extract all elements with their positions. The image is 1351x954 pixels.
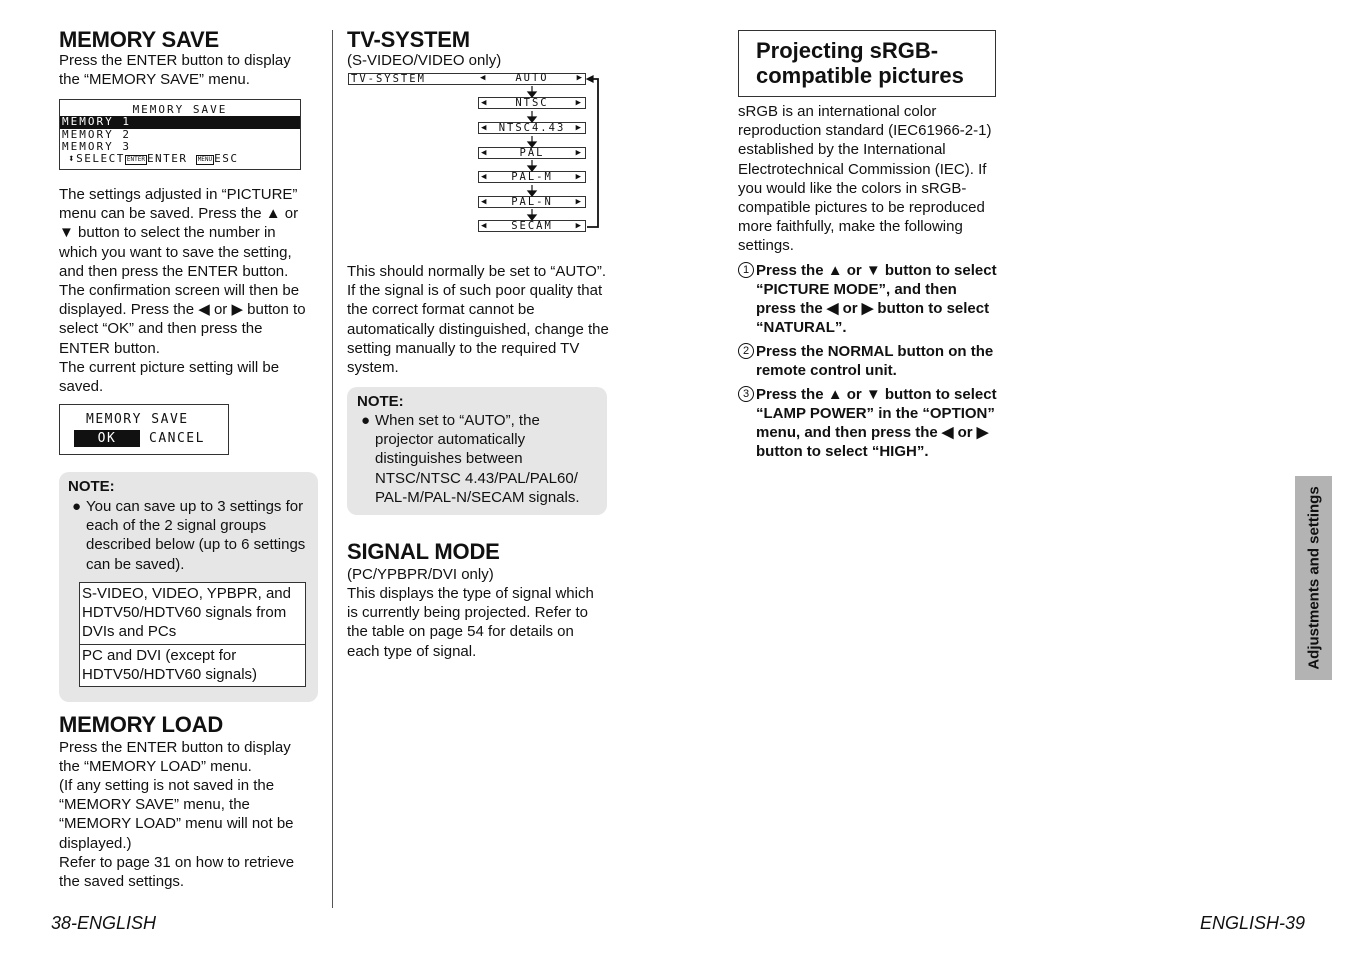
bullet-icon: ● [72,498,82,515]
osd-menu-item: MEMORY 2 [62,127,131,141]
tv-system-diagram [347,73,609,235]
tv-system-heading: TV-SYSTEM [347,27,470,52]
memory-load-heading: MEMORY LOAD [59,712,224,737]
srgb-heading-line-1: Projecting sRGB- [756,38,939,63]
tvs-option-label: NTSC4.43 [498,122,566,134]
osd-menu-footer [60,153,300,165]
signal-mode-heading: SIGNAL MODE [347,539,500,564]
right-arrow-icon: ▶ [576,73,584,83]
page-number-left-word: ENGLISH [77,913,157,933]
page-number-right-word: ENGLISH [1200,913,1280,933]
flow-loop-arrowhead [587,76,593,82]
flow-arrowhead [528,117,536,122]
left-arrow-icon: ◀ [481,221,489,231]
tvs-option-label: PAL-M [511,171,553,183]
right-arrow-icon: ▶ [575,148,583,158]
section-side-tab-label: Adjustments and settings [1305,486,1322,670]
memory-save-intro: Press the ENTER button to display the “MEMORY SAVE” menu. [59,52,291,89]
step-number-badge: 1 [738,262,754,278]
menu-key-icon: MENU [197,156,213,164]
left-arrow-icon: ◀ [481,123,489,133]
flow-arrowhead [528,166,536,171]
memory-save-osd-menu [59,99,301,170]
flow-arrowhead [528,92,536,97]
step-text: Press the NORMAL button on the remote control unit. [756,343,994,379]
tvs-option-label: NTSC [515,97,549,109]
memory-save-osd-confirm [59,404,229,455]
srgb-step-2 [738,342,1000,380]
tvs-option-label: PAL-N [511,196,553,208]
signal-group-table [79,582,306,687]
right-arrow-icon: ▶ [575,98,583,108]
step-text: Press the ▲ or ▼ button to select “PICTURE MODE”, and then press the ◀ or ▶ button to select “NATURAL”. [756,262,997,336]
enter-key-icon: ENTER [126,156,145,164]
page-number-left-num: 38- [51,913,78,933]
tv-system-subtitle: (S-VIDEO/VIDEO only) [347,52,502,69]
memory-save-body-1: The settings adjusted in “PICTURE” menu can be saved. Press the ▲ or ▼ button to select the number in which you want to save the setting, and then press the ENTER button. [59,186,299,280]
signal-group-1: S-VIDEO, VIDEO, YPBPR, and HDTV50/HDTV60 signals from DVIs and PCs [82,585,291,641]
left-arrow-icon: ◀ [481,98,489,108]
memory-load-body-1: Press the ENTER button to display the “MEMORY LOAD” menu. [59,739,291,776]
tvs-option-label: SECAM [511,220,553,232]
step-text: Press the ▲ or ▼ button to select “LAMP POWER” in the “OPTION” menu, and then press the ◀ or ▶ button to select “HIGH”. [756,386,997,460]
signal-mode-subtitle: (PC/YPBPR/DVI only) [347,566,494,583]
osd-confirm-ok: OK [74,430,140,447]
tvs-option-label: AUTO [515,72,549,84]
osd-menu-item: MEMORY 1 [60,116,300,128]
column-divider [332,30,333,908]
step-number-badge: 2 [738,343,754,359]
memory-save-note [59,472,318,702]
memory-load-body-2: (If any setting is not saved in the “MEMORY SAVE” menu, the “MEMORY LOAD” menu will not be displayed.) [59,777,294,852]
memory-load-body-3: Refer to page 31 on how to retrieve the saved settings. [59,854,295,891]
step-number-badge: 3 [738,386,754,402]
page-number-right [1200,913,1305,934]
note-item-text: You can save up to 3 settings for each of the 2 signal groups described below (up to 6 settings can be saved). [86,498,306,573]
note-item [357,411,602,507]
note-item-text: When set to “AUTO”, the projector automatically distinguishes between NTSC/NTSC 4.43/PAL/PAL60/ PAL-M/PAL-N/SECAM signals. [375,412,580,506]
right-arrow-icon: ▶ [575,123,583,133]
flow-arrowhead [528,191,536,196]
note-title: NOTE: [68,478,115,495]
osd-confirm-title: MEMORY SAVE [86,412,189,427]
osd-footer-enter: ENTER [146,152,188,166]
osd-footer-esc: ESC [214,152,239,166]
tv-system-note [347,387,607,515]
tvs-option-label: PAL [519,147,545,159]
flow-loop-back-line [587,79,598,227]
page-number-left [51,913,156,934]
srgb-step-1 [738,261,1000,337]
right-arrow-icon: ▶ [575,221,583,231]
srgb-heading-box [738,30,996,97]
right-arrow-icon: ▶ [575,197,583,207]
srgb-step-3 [738,385,1000,461]
left-arrow-icon: ◀ [481,197,489,207]
right-arrow-icon: ▶ [575,172,583,182]
osd-menu-item: MEMORY 3 [62,139,131,153]
tv-system-body: This should normally be set to “AUTO”. If the signal is of such poor quality that the correct format cannot be automatically distinguished, change the setting manually to the required TV system. [347,263,609,377]
section-side-tab [1295,476,1332,680]
memory-save-body-3: The current picture setting will be saved. [59,359,280,396]
left-arrow-icon: ◀ [481,148,489,158]
bullet-icon: ● [361,412,371,429]
note-item [68,497,308,574]
osd-menu-title: MEMORY SAVE [132,103,228,116]
srgb-heading-line-2: compatible pictures [756,63,964,88]
updown-arrows-icon: ⬍ [68,152,77,166]
page-number-right-num: -39 [1279,913,1306,933]
memory-save-heading: MEMORY SAVE [59,27,219,52]
flow-arrowhead [528,215,536,220]
left-arrow-icon: ◀ [481,172,489,182]
left-arrow-icon: ◀ [480,73,488,83]
tv-system-osd-label: TV-SYSTEM [351,73,426,85]
memory-save-body-2: The confirmation screen will then be displayed. Press the ◀ or ▶ button to select “OK” and then press the ENTER button. [59,282,306,357]
tv-system-flow-arrows [347,73,609,235]
flow-arrowhead [528,142,536,147]
osd-confirm-cancel: CANCEL [149,431,205,446]
signal-mode-body: This displays the type of signal which is currently being projected. Refer to the table on page 54 for details on each type of signal. [347,585,594,660]
note-title: NOTE: [357,393,404,410]
osd-footer-select: SELECT [76,152,125,166]
signal-group-2: PC and DVI (except for HDTV50/HDTV60 signals) [80,644,305,686]
srgb-body: sRGB is an international color reproduction standard (IEC61966-2-1) established by the International Electrotechnical Commission (IEC). If you would like the colors in sRGB-compatible pictures to be reproduced more faithfully, make the following settings. [738,103,992,255]
